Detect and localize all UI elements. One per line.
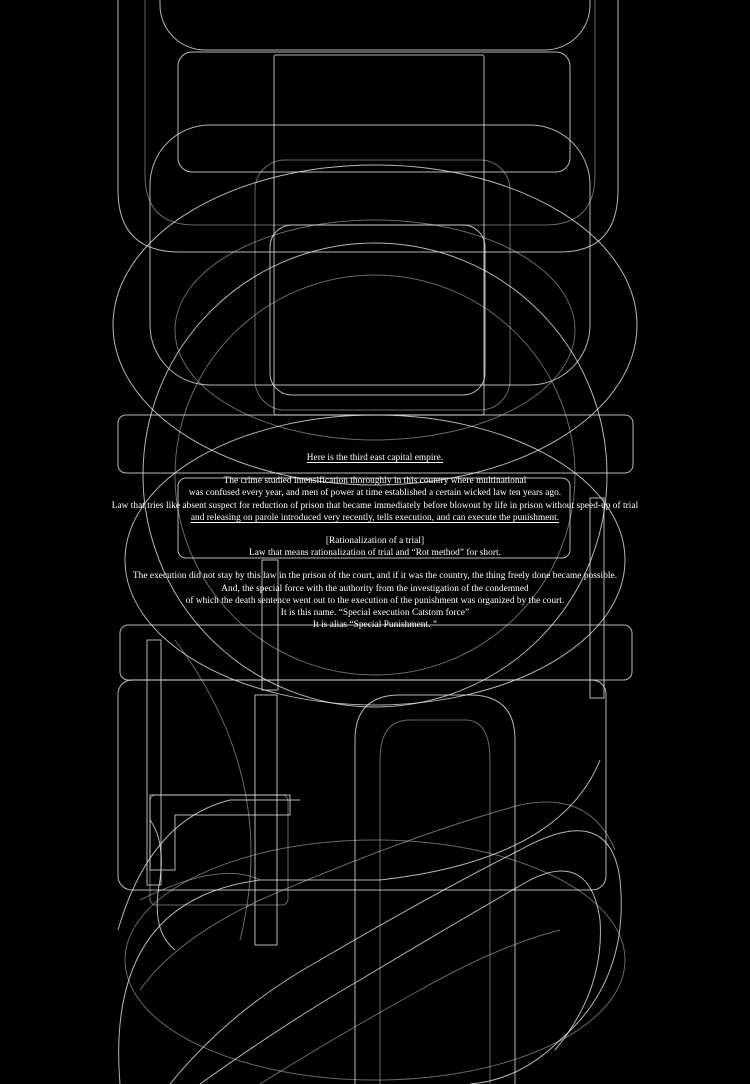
outline-diagonal xyxy=(175,640,251,940)
outline-upper-inner xyxy=(145,0,595,225)
outline-stem-left xyxy=(147,640,161,885)
paragraph-3-line-3: of which the death sentence went out to the execution of the punishment was organized by the court. xyxy=(185,595,565,606)
outline-s-curve-2 xyxy=(170,831,621,1084)
outline-s-curve-3 xyxy=(200,871,600,1084)
outline-arch-inner xyxy=(380,720,490,1084)
outline-s-curve-1 xyxy=(119,760,600,1084)
poster-title: Here is the third east capital empire. xyxy=(306,453,444,463)
outline-lower-slab xyxy=(150,795,288,905)
outline-tall-column xyxy=(274,55,484,415)
paragraph-3-line-5: It is alias “Special Punishment. ” xyxy=(312,620,438,631)
paragraph-1-line-2: was confused every year, and men of power at time established a certain wicked law ten years ago. xyxy=(188,488,562,499)
outline-top-cap xyxy=(160,0,590,50)
paragraph-3-line-2: And, the special force with the authority from the investigation of the condemned xyxy=(221,583,529,594)
outline-s-curve-6 xyxy=(118,800,300,930)
outline-oval-inner xyxy=(175,220,575,440)
outline-mid-box xyxy=(150,125,590,385)
outline-upper-box xyxy=(178,52,570,172)
paragraph-2-line-1: [Rationalization of a trial] xyxy=(325,535,425,546)
outline-big-oval xyxy=(113,165,637,485)
outline-counter xyxy=(270,225,485,395)
paragraph-2-line-2: Law that means rationalization of trial and “Rot method” for short. xyxy=(249,548,501,559)
outline-mid-inner-box xyxy=(255,160,510,410)
paragraph-1-line-3: Law that tries like absent suspect for reduction of prison that became immediately before blowout by life in prison without speed-up of trial xyxy=(111,500,639,511)
paragraph-3-line-4: It is this name. “Special execution Catstom force” xyxy=(280,607,470,618)
outline-s-curve-4 xyxy=(140,802,615,990)
poster-text xyxy=(80,452,670,631)
outline-stem-center xyxy=(255,695,277,945)
paragraph-3-line-1: The execution did not stay by this law in the prison of the court, and if it was the country, the thing freely done became possible. xyxy=(132,571,618,582)
paragraph-1-line-4: and releasing on parole introduced very recently, tells execution, and can execute the punishment. xyxy=(190,512,560,523)
outline-s-bowl xyxy=(125,840,625,1080)
paragraph-1-line-1: The crime studied intensification thoroughly in this country where multinational xyxy=(223,476,527,487)
